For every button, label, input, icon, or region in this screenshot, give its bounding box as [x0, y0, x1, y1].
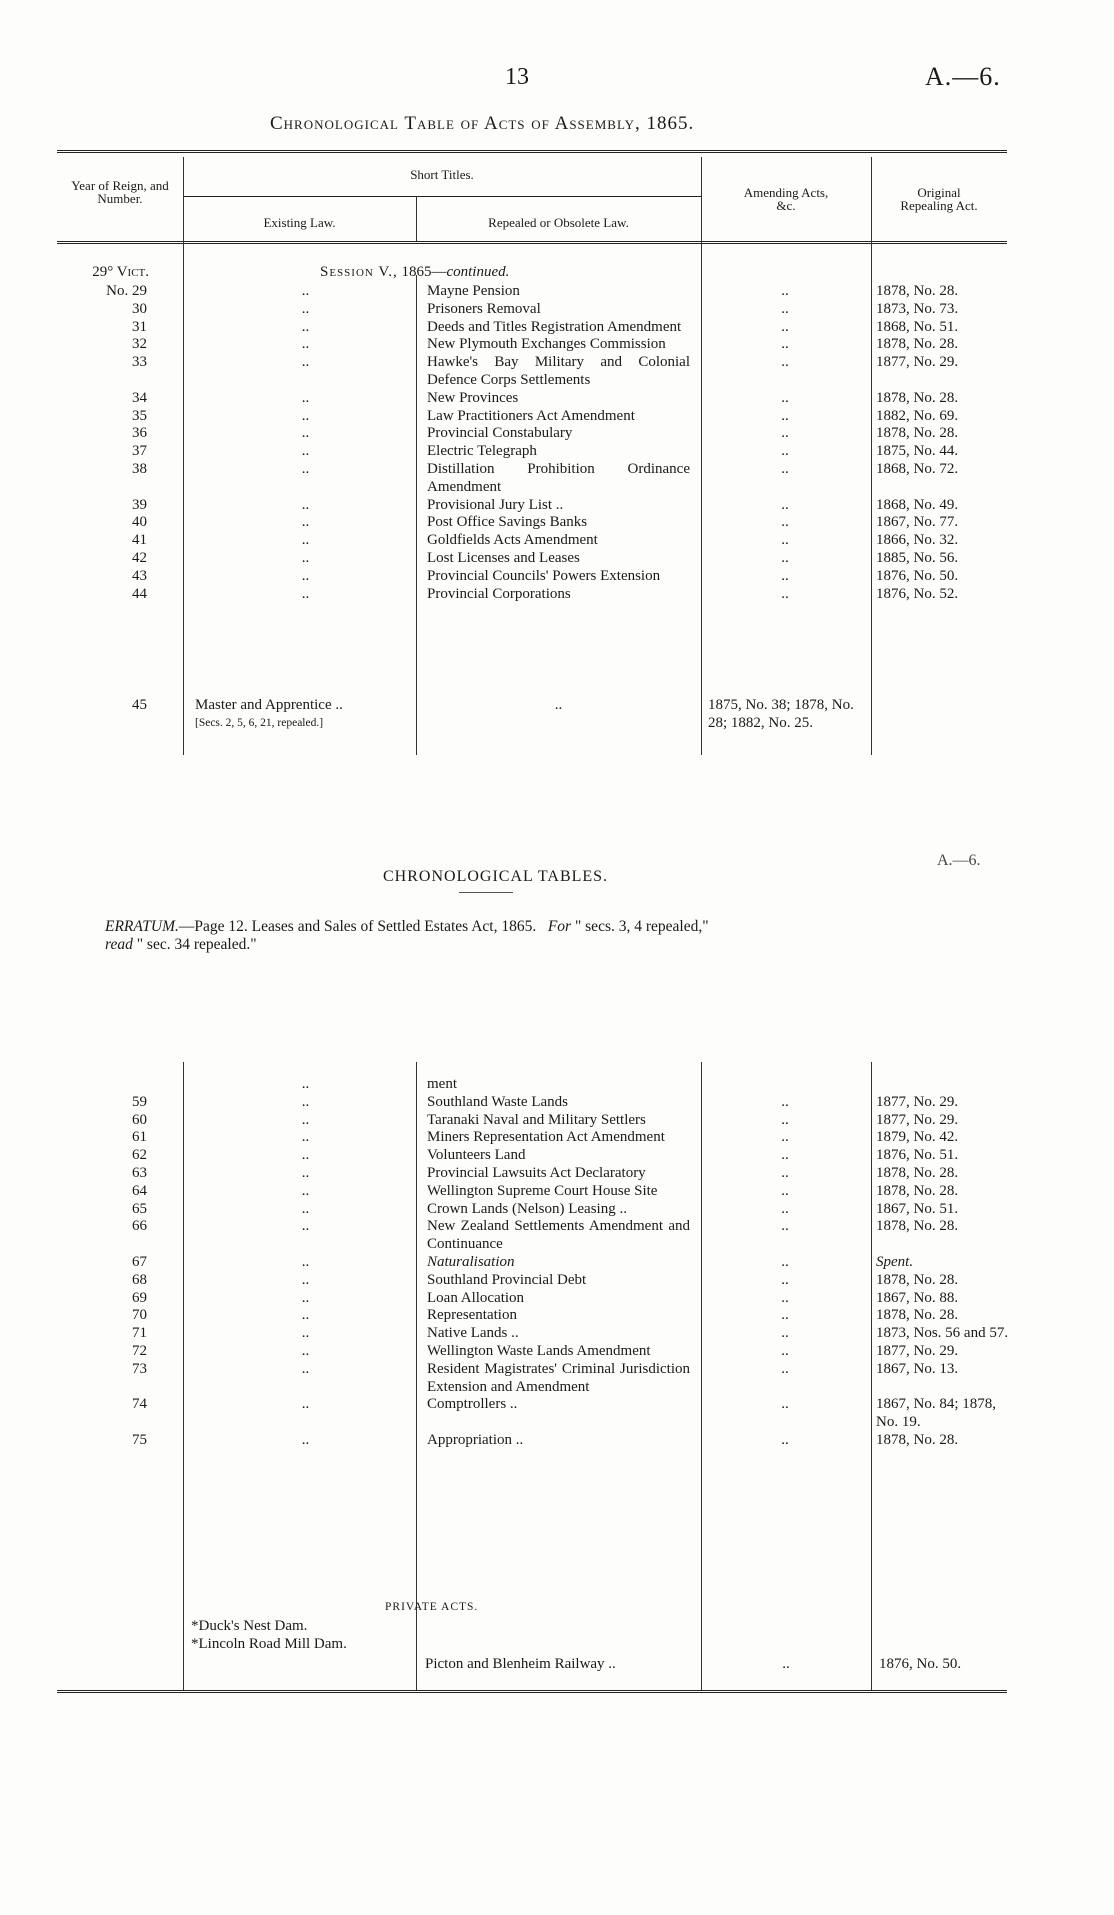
session-continued: continued. [446, 264, 510, 280]
row-repealed: New Zealand Settlements Amendment and Continuance [427, 1218, 690, 1253]
row-repealed: Southland Waste Lands [427, 1093, 568, 1110]
row-amend: .. [781, 1431, 789, 1448]
row-repealed: .. [554, 697, 563, 713]
row-num: 70 [132, 1307, 147, 1324]
row-amend: .. [781, 1164, 789, 1181]
row-existing: .. [301, 300, 310, 317]
table-title: Chronological Table of Acts of Assembly, 1865. [270, 113, 695, 134]
row-repealed: Deeds and Titles Registration Amendment [427, 318, 682, 335]
row-repealed: Wellington Waste Lands Amendment [427, 1342, 651, 1359]
row-existing: .. [301, 1253, 310, 1270]
table-row [33, 1396, 1033, 1432]
row-orig: 1882, No. 69. [876, 407, 959, 424]
row-amend: .. [781, 1396, 789, 1413]
row-amend: .. [781, 1253, 789, 1270]
table-row [33, 1272, 1033, 1290]
row-num: 42 [132, 549, 147, 566]
row-amend: .. [781, 496, 789, 513]
row-num: 62 [132, 1147, 147, 1164]
row-repealed: New Provinces [427, 389, 519, 406]
title-underline [459, 892, 513, 893]
row-existing: .. [301, 532, 310, 549]
row-num: 63 [132, 1164, 147, 1181]
row-orig: 1878, No. 28. [876, 1431, 959, 1448]
row-existing: .. [301, 1271, 310, 1288]
table-row [33, 390, 1033, 408]
row-repealed: New Plymouth Exchanges Commission [427, 336, 666, 353]
row-existing: .. [301, 549, 310, 566]
row-existing: .. [301, 1218, 310, 1235]
row-num: 33 [132, 354, 147, 371]
table-row [33, 1218, 1033, 1254]
session-label: Session V., [320, 264, 398, 280]
row-orig: 1878, No. 28. [876, 1307, 959, 1324]
row-repealed: Resident Magistrates' Criminal Jurisdiction Extension and Amendment [427, 1360, 690, 1395]
table-row [33, 1361, 1033, 1397]
row-num: 34 [132, 389, 147, 406]
row-num: 37 [132, 443, 147, 460]
row-num: 75 [132, 1431, 147, 1448]
row-amend: .. [781, 318, 789, 335]
row-num: 73 [132, 1360, 147, 1377]
row-num: 64 [132, 1182, 147, 1199]
row-orig: 1879, No. 42. [876, 1129, 959, 1146]
row-orig: 1878, No. 28. [876, 1182, 959, 1199]
row-num: 67 [132, 1253, 147, 1270]
row-amend: .. [781, 1342, 789, 1359]
erratum-for: For [547, 918, 572, 935]
session-year: 1865— [397, 264, 447, 280]
table-row [33, 319, 1033, 337]
row-num: 59 [132, 1093, 147, 1110]
row-num: 68 [132, 1271, 147, 1288]
row-existing: .. [301, 425, 310, 442]
table-row [33, 586, 1033, 604]
row-existing: .. [301, 283, 310, 299]
table-row [33, 425, 1033, 443]
row-existing: .. [301, 496, 310, 513]
row-existing: .. [301, 1307, 310, 1324]
row-amend: .. [781, 1147, 789, 1164]
row-orig: 1867, No. 51. [876, 1200, 959, 1217]
row-orig: 1878, No. 28. [876, 425, 959, 442]
row-num: 61 [132, 1129, 147, 1146]
table-row [33, 443, 1033, 461]
row-num: 45 [132, 697, 147, 713]
row-repealed: Appropriation .. [427, 1431, 524, 1448]
row-num: 60 [132, 1111, 147, 1128]
erratum-for-text: " secs. 3, 4 repealed," [571, 918, 709, 935]
row-repealed: Comptrollers .. [427, 1396, 518, 1413]
row-amend: .. [781, 443, 789, 460]
table-row [33, 301, 1033, 319]
private-amend: .. [782, 1656, 790, 1672]
row-orig: 1877, No. 29. [876, 1093, 959, 1110]
table-row [33, 497, 1033, 515]
row-repealed: Taranaki Naval and Military Settlers [427, 1111, 646, 1128]
row-orig: 1878, No. 28. [876, 1218, 959, 1235]
row-repealed: Provincial Councils' Powers Extension [427, 567, 661, 584]
col-header-original: Original Repealing Act. [900, 185, 978, 213]
row-orig: Spent. [876, 1253, 914, 1270]
col-header-short-titles: Short Titles. [410, 167, 474, 182]
row-existing: .. [301, 1129, 310, 1146]
row-num: 72 [132, 1342, 147, 1359]
table-top-rule [57, 150, 1007, 151]
row-amend: .. [781, 1360, 789, 1377]
reign-year-label: 29° Vict. [92, 264, 149, 280]
row-repealed: Southland Provincial Debt [427, 1271, 587, 1288]
table-row [33, 1254, 1033, 1272]
row-repealed: Mayne Pension [427, 283, 520, 299]
row-repealed: Prisoners Removal [427, 300, 541, 317]
row-repealed: Distillation Prohibition Ordinance Amendment [427, 460, 690, 495]
row-existing: .. [301, 1111, 310, 1128]
table-row [33, 336, 1033, 354]
private-existing-2: *Lincoln Road Mill Dam. [191, 1636, 347, 1652]
row-repealed: ment [427, 1076, 457, 1092]
session-heading [320, 264, 509, 281]
row-amend: .. [781, 1111, 789, 1128]
row-amend: .. [781, 1093, 789, 1110]
row-existing: .. [301, 567, 310, 584]
row-amend: .. [781, 1200, 789, 1217]
row-num: 39 [132, 496, 147, 513]
row-amend: .. [781, 585, 789, 602]
table-row [33, 1112, 1033, 1130]
row-amend: .. [781, 532, 789, 549]
table-row [33, 532, 1033, 550]
table-row [33, 1325, 1033, 1343]
row-num: 66 [132, 1218, 147, 1235]
row-orig: 1878, No. 28. [876, 389, 959, 406]
table-row [33, 514, 1033, 532]
private-existing-1: *Duck's Nest Dam. [191, 1618, 308, 1634]
row-num: 30 [132, 300, 147, 317]
row-orig: 1873, No. 73. [876, 300, 959, 317]
row-repealed: Post Office Savings Banks [427, 514, 588, 531]
erratum-note [105, 918, 1005, 954]
private-orig: 1876, No. 50. [879, 1656, 962, 1672]
col-header-amending: Amending Acts, &c. [743, 185, 829, 213]
table-top-rule-2 [57, 152, 1007, 153]
existing-title: Master and Apprentice .. [195, 697, 343, 713]
section-code: A.—6. [937, 852, 981, 869]
table-bottom-rule-2 [57, 1692, 1007, 1693]
row-existing: .. [301, 460, 310, 477]
row-amend: .. [781, 1289, 789, 1306]
row-existing: .. [301, 1200, 310, 1217]
row-existing: .. [301, 1164, 310, 1181]
row-orig: 1867, No. 88. [876, 1289, 959, 1306]
row-existing: .. [301, 443, 310, 460]
row-existing: .. [301, 389, 310, 406]
row-existing: .. [301, 1342, 310, 1359]
row-repealed: Lost Licenses and Leases [427, 549, 580, 566]
row-orig: 1878, No. 28. [876, 283, 959, 299]
row-orig: 1875, No. 44. [876, 443, 959, 460]
row-repealed: Wellington Supreme Court House Site [427, 1182, 658, 1199]
row-orig: 1878, No. 28. [876, 1271, 959, 1288]
row-existing: .. [301, 1289, 310, 1306]
row-repealed: Hawke's Bay Military and Colonial Defence Corps Settlements [427, 354, 690, 388]
table-row [33, 408, 1033, 426]
short-titles-rule [183, 196, 701, 197]
row-repealed: Miners Representation Act Amendment [427, 1129, 665, 1146]
row-repealed: Loan Allocation [427, 1289, 525, 1306]
row-repealed: Law Practitioners Act Amendment [427, 407, 635, 424]
row-existing: .. [301, 1076, 310, 1092]
col-header-repealed: Repealed or Obsolete Law. [488, 215, 629, 230]
row-orig: 1876, No. 52. [876, 585, 959, 602]
col-header-existing: Existing Law. [263, 215, 336, 230]
row-amend: .. [781, 1325, 789, 1342]
table-bottom-body [33, 1076, 1033, 1450]
row-orig: 1868, No. 72. [876, 460, 959, 477]
row-repealed: Electric Telegraph [427, 443, 537, 460]
header-bottom-rule [57, 241, 1007, 242]
table-row [33, 1147, 1033, 1165]
row-orig: 1876, No. 50. [876, 567, 959, 584]
row-repealed: Provisional Jury List .. [427, 496, 564, 513]
row-existing: .. [301, 354, 310, 371]
row-repealed: Volunteers Land [427, 1147, 526, 1164]
row-existing: .. [301, 1093, 310, 1110]
header-bottom-rule-2 [57, 243, 1007, 244]
col-header-year: Year of Reign, and Number. [71, 178, 169, 206]
table-row [33, 1307, 1033, 1325]
row-repealed: Naturalisation [427, 1253, 515, 1270]
row-existing: .. [301, 514, 310, 531]
row-amend: .. [781, 549, 789, 566]
row-orig: 1868, No. 49. [876, 496, 959, 513]
table-row [33, 1076, 1033, 1094]
row-amend: .. [781, 354, 789, 371]
row-num: No. 29 [106, 283, 147, 299]
row-num: 69 [132, 1289, 147, 1306]
erratum-text: —Page 12. Leases and Sales of Settled Estates Act, 1865. [178, 918, 537, 935]
row-orig: 1877, No. 29. [876, 354, 959, 371]
row-45 [33, 697, 1033, 733]
row-amend: .. [781, 1129, 789, 1146]
row-repealed: Native Lands .. [427, 1325, 519, 1342]
row-existing: .. [301, 585, 310, 602]
table-row [33, 568, 1033, 586]
row-num: 40 [132, 514, 147, 531]
row-existing: .. [301, 1431, 310, 1448]
row-orig: 1878, No. 28. [876, 1164, 959, 1181]
row-amend: .. [781, 1182, 789, 1199]
table-row [33, 1201, 1033, 1219]
row-num: 35 [132, 407, 147, 424]
row-amend: .. [781, 389, 789, 406]
row-amend: .. [781, 1271, 789, 1288]
row-orig: 1877, No. 29. [876, 1342, 959, 1359]
row-amend: .. [781, 300, 789, 317]
erratum-label: ERRATUM. [105, 918, 179, 935]
row-orig: 1876, No. 51. [876, 1147, 959, 1164]
row-orig: 1873, Nos. 56 and 57. [876, 1325, 1009, 1342]
row-num: 38 [132, 460, 147, 477]
row-existing: .. [301, 336, 310, 353]
row-num: 74 [132, 1396, 147, 1413]
table-bottom-rule [57, 1690, 1007, 1691]
row-existing: .. [301, 1182, 310, 1199]
erratum-read: read [105, 936, 133, 953]
row-repealed: Provincial Lawsuits Act Declaratory [427, 1164, 646, 1181]
row-repealed: Provincial Constabulary [427, 425, 573, 442]
row-existing: .. [301, 318, 310, 335]
row-existing: .. [301, 1325, 310, 1342]
table-row [33, 461, 1033, 497]
row-orig: 1866, No. 32. [876, 532, 959, 549]
table-row [33, 1183, 1033, 1201]
row-orig: 1878, No. 28. [876, 336, 959, 353]
table-row [33, 1165, 1033, 1183]
row-orig: 1867, No. 77. [876, 514, 959, 531]
row-repealed: Goldfields Acts Amendment [427, 532, 598, 549]
row-existing: .. [301, 1396, 310, 1413]
table-row [33, 1432, 1033, 1450]
row-existing: .. [301, 1147, 310, 1164]
row-num: 32 [132, 336, 147, 353]
row-repealed: Crown Lands (Nelson) Leasing .. [427, 1200, 627, 1217]
row-amend: .. [781, 460, 789, 477]
row-orig: 1867, No. 84; 1878, No. 19. [876, 1396, 996, 1431]
chronological-tables-title: CHRONOLOGICAL TABLES. [383, 868, 609, 885]
row-num: 43 [132, 567, 147, 584]
row-num: 41 [132, 532, 147, 549]
table-row [33, 354, 1033, 390]
private-acts-heading: PRIVATE ACTS. [385, 1601, 479, 1613]
row-amend: .. [781, 283, 789, 299]
existing-note: [Secs. 2, 5, 6, 21, repealed.] [195, 716, 324, 729]
private-repealed: Picton and Blenheim Railway .. [425, 1656, 616, 1672]
table-row [33, 283, 1033, 301]
row-num: 36 [132, 425, 147, 442]
row-existing: .. [301, 1360, 310, 1377]
row-repealed: Representation [427, 1307, 517, 1324]
row-amend: 1875, No. 38; 1878, No. 28; 1882, No. 25. [708, 697, 854, 731]
row-repealed: Provincial Corporations [427, 585, 571, 602]
row-num: 31 [132, 318, 147, 335]
row-num: 44 [132, 585, 147, 602]
erratum-read-text: " sec. 34 repealed." [132, 936, 257, 953]
row-amend: .. [781, 1218, 789, 1235]
row-amend: .. [781, 567, 789, 584]
row-amend: .. [781, 407, 789, 424]
row-existing [183, 697, 418, 733]
table-row [33, 1343, 1033, 1361]
row-amend: .. [781, 336, 789, 353]
table-row [33, 1129, 1033, 1147]
table-row [33, 550, 1033, 568]
row-amend: .. [781, 425, 789, 442]
row-orig: 1867, No. 13. [876, 1360, 959, 1377]
document-code: A.—6. [925, 62, 1001, 91]
page-number: 13 [505, 64, 529, 90]
table-row [33, 1290, 1033, 1308]
row-amend: .. [781, 514, 789, 531]
row-existing: .. [301, 407, 310, 424]
table-top-body [33, 283, 1033, 603]
row-orig: 1868, No. 51. [876, 318, 959, 335]
row-orig: 1885, No. 56. [876, 549, 959, 566]
row-amend: .. [781, 1307, 789, 1324]
row-num: 71 [132, 1325, 147, 1342]
row-orig: 1877, No. 29. [876, 1111, 959, 1128]
table-row [33, 1094, 1033, 1112]
row-num: 65 [132, 1200, 147, 1217]
